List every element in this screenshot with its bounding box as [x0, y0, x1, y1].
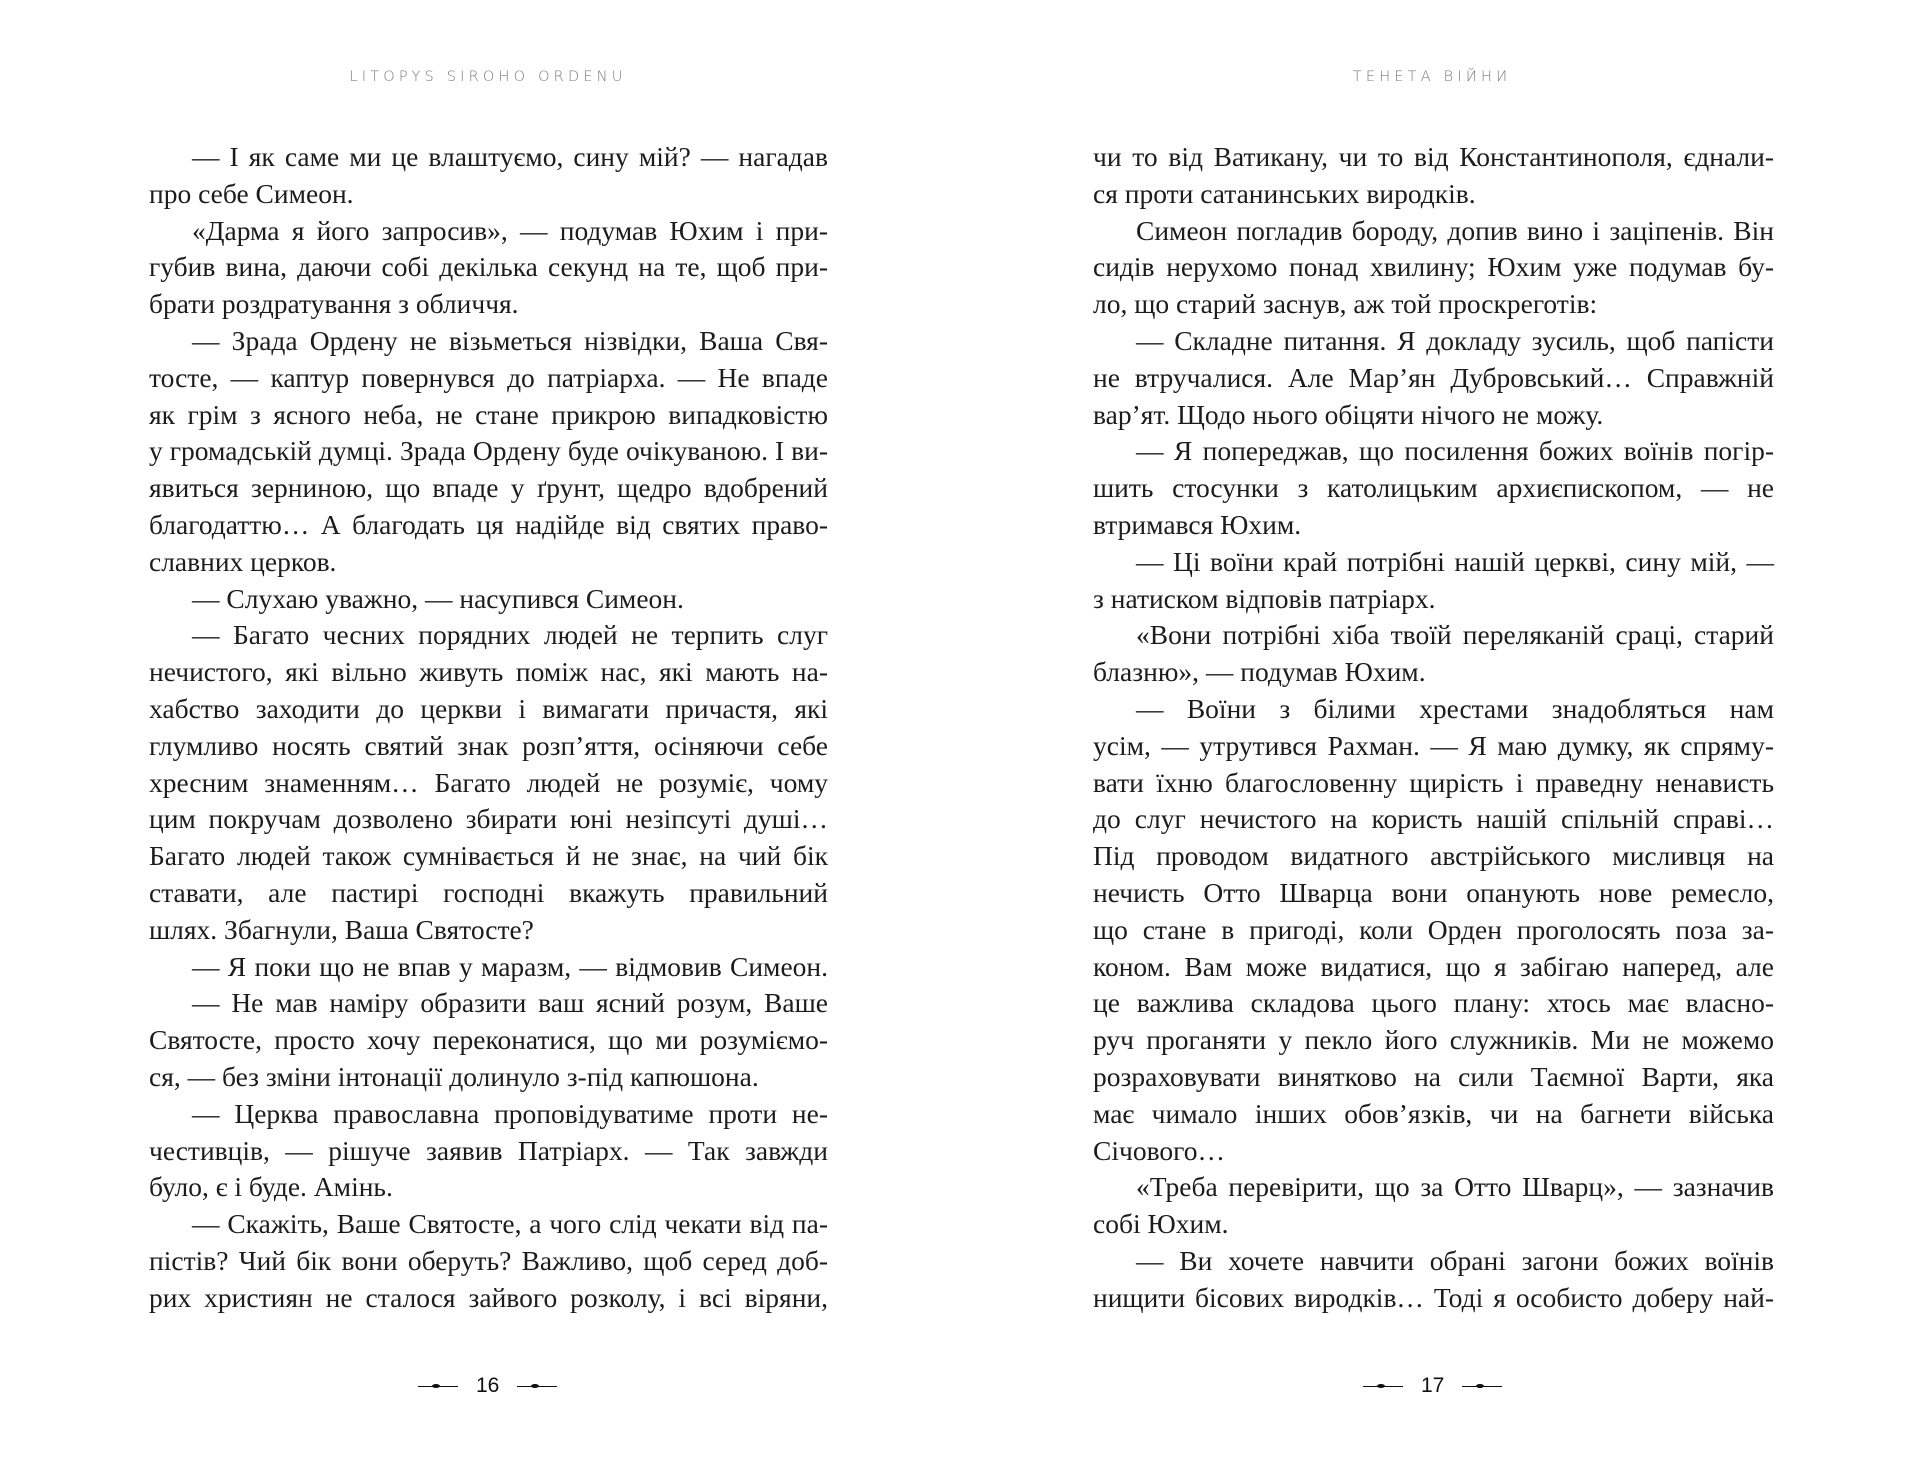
- text-line: Під проводом видатного австрійського мисливця на: [1093, 840, 1774, 872]
- text-line: — Зрада Ордену не візьметься нізвідки, Ваша Свя-: [192, 324, 828, 356]
- text-line: — Воїни з білими хрестами знадобляться нам: [1136, 692, 1774, 724]
- text-line: у громадській думці. Зрада Ордену буде очікуваною. І ви-: [149, 435, 828, 467]
- page-number-footer: [1363, 1372, 1502, 1400]
- text-line: втримався Юхим.: [1093, 508, 1302, 540]
- text-line: явиться зерниною, що впаде у ґрунт, щедро вдобрений: [149, 472, 828, 504]
- page-number: 16: [476, 1374, 500, 1397]
- text-line: глумливо носять святий знак розп’яття, осіняючи себе: [149, 729, 828, 761]
- text-line: — Я поки що не впав у маразм, — відмовив Симеон.: [192, 950, 828, 982]
- text-line: ся проти сатанинських виродків.: [1093, 177, 1476, 209]
- text-line: як грім з ясного неба, не стане прикрою випадковістю: [149, 398, 828, 430]
- text-line: чи то від Ватикану, чи то від Константинополя, єднали-: [1093, 141, 1774, 172]
- page-body-text: [149, 139, 828, 1317]
- text-line: собі Юхим.: [1093, 1208, 1229, 1240]
- text-line: шлях. Збагнули, Ваша Святосте?: [149, 913, 534, 945]
- text-line: — Скажіть, Ваше Святосте, а чого слід чекати від па-: [192, 1208, 828, 1240]
- text-line: «Дарма я його запросив», — подумав Юхим і при-: [192, 214, 828, 246]
- text-line: ся, — без зміни інтонації долинуло з-під капюшона.: [149, 1060, 759, 1092]
- text-line: ставати, але пастирі господні вкажуть правильний: [149, 876, 828, 908]
- text-line: хресним знаменням… Багато людей не розуміє, чому: [149, 766, 828, 798]
- text-line: це важлива складова цього плану: хтось має власно-: [1093, 987, 1774, 1019]
- text-line: усім, — утрутився Рахман. — Я маю думку, як спряму-: [1093, 729, 1774, 761]
- text-line: Святосте, просто хочу переконатися, що ми розуміємо-: [149, 1024, 828, 1056]
- text-line: — Слухаю уважно, — насупився Симеон.: [192, 582, 684, 614]
- text-line: — Церква православна проповідуватиме проти не-: [192, 1097, 828, 1129]
- text-line: нечистого, які вільно живуть поміж нас, які мають на-: [149, 656, 828, 688]
- text-line: вати їхню благословенну щирість і праведну ненависть: [1093, 766, 1774, 798]
- text-line: — Ви хочете навчити обрані загони божих воїнів: [1136, 1244, 1774, 1276]
- text-line: славних церков.: [149, 545, 337, 577]
- text-line: розраховувати винятково на сили Таємної Варти, яка: [1093, 1060, 1774, 1092]
- text-line: — Складне питання. Я докладу зусиль, щоб папісти: [1136, 324, 1774, 356]
- text-line: про себе Симеон.: [149, 177, 354, 209]
- text-line: — Я попереджав, що посилення божих воїнів погір-: [1136, 435, 1774, 467]
- page-number-footer: [418, 1372, 557, 1400]
- text-line: брати роздратування з обличчя.: [149, 288, 519, 320]
- text-line: Січового…: [1093, 1134, 1225, 1166]
- text-line: було, є і буде. Амінь.: [149, 1171, 393, 1203]
- running-head-chapter-title: ТЕНЕТА ВІЙНИ: [1352, 69, 1512, 85]
- text-line: Симеон погладив бороду, допив вино і заціпенів. Він: [1136, 214, 1774, 246]
- ornament-dash-icon: [517, 1383, 557, 1389]
- text-line: — Ці воїни край потрібні нашій церкві, сину мій, —: [1136, 545, 1774, 577]
- text-line: сидів нерухомо понад хвилину; Юхим уже подумав бу-: [1093, 251, 1774, 283]
- text-line: честивців, — рішуче заявив Патріарх. — Так завжди: [149, 1134, 828, 1166]
- text-line: до слуг нечистого на користь нашій спільній справі…: [1093, 803, 1774, 835]
- text-line: не втручалися. Але Мар’ян Дубровський… Справжній: [1093, 361, 1774, 393]
- text-line: шить стосунки з католицьким архиєпископом, — не: [1093, 472, 1774, 504]
- text-line: — Не мав наміру образити ваш ясний розум, Ваше: [192, 987, 828, 1019]
- text-line: ло, що старий заснув, аж той проскреготів:: [1093, 288, 1598, 320]
- text-line: пістів? Чий бік вони оберуть? Важливо, щоб серед доб-: [149, 1244, 828, 1276]
- text-line: коном. Вам може видатися, що я забігаю наперед, але: [1093, 950, 1774, 982]
- text-line: «Вони потрібні хіба твоїй переляканій сраці, старий: [1136, 619, 1774, 651]
- text-line: цим покручам дозволено збирати юні незіпсуті душі…: [149, 803, 828, 835]
- text-line: вар’ят. Щодо нього обіцяти нічого не можу.: [1093, 398, 1604, 430]
- text-line: руч проганяти у пекло його служників. Ми не можемо: [1093, 1024, 1774, 1056]
- text-line: — Багато чесних порядних людей не терпить слуг: [192, 619, 828, 651]
- page-body-text: [1093, 139, 1774, 1317]
- text-line: Багато людей також сумнівається й не знає, на чий бік: [149, 840, 828, 872]
- text-line: має чимало інших обов’язків, чи на багнети війська: [1093, 1097, 1774, 1129]
- text-line: благодаттю… А благодать ця надійде від святих право-: [149, 508, 828, 540]
- text-line: з натиском відповів патріарх.: [1093, 582, 1436, 614]
- text-line: нечисть Отто Шварца вони опанують нове ремесло,: [1093, 876, 1774, 908]
- text-line: тосте, — каптур повернувся до патріарха. — Не впаде: [149, 361, 828, 393]
- running-head-book-title: LITOPYS SIROHO ORDENU: [349, 69, 627, 85]
- page-number: 17: [1421, 1374, 1445, 1397]
- text-line: хабство заходити до церкви і вимагати причастя, які: [149, 692, 828, 724]
- ornament-dash-icon: [418, 1383, 458, 1389]
- text-line: — І як саме ми це влаштуємо, сину мій? — нагадав: [192, 141, 828, 172]
- ornament-dash-icon: [1462, 1383, 1502, 1389]
- text-line: рих християн не сталося зайвого розколу, і всі віряни,: [149, 1281, 828, 1313]
- right-page: [960, 0, 1920, 1477]
- text-line: губив вина, даючи собі декілька секунд на те, щоб при-: [149, 251, 828, 283]
- text-line: «Треба перевірити, що за Отто Шварц», — зазначив: [1136, 1171, 1774, 1203]
- text-line: що стане в пригоді, коли Орден проголосять поза за-: [1093, 913, 1774, 945]
- text-line: блазню», — подумав Юхим.: [1093, 656, 1426, 688]
- text-line: нищити бісових виродків… Тоді я особисто доберу най-: [1093, 1281, 1774, 1313]
- ornament-dash-icon: [1363, 1383, 1403, 1389]
